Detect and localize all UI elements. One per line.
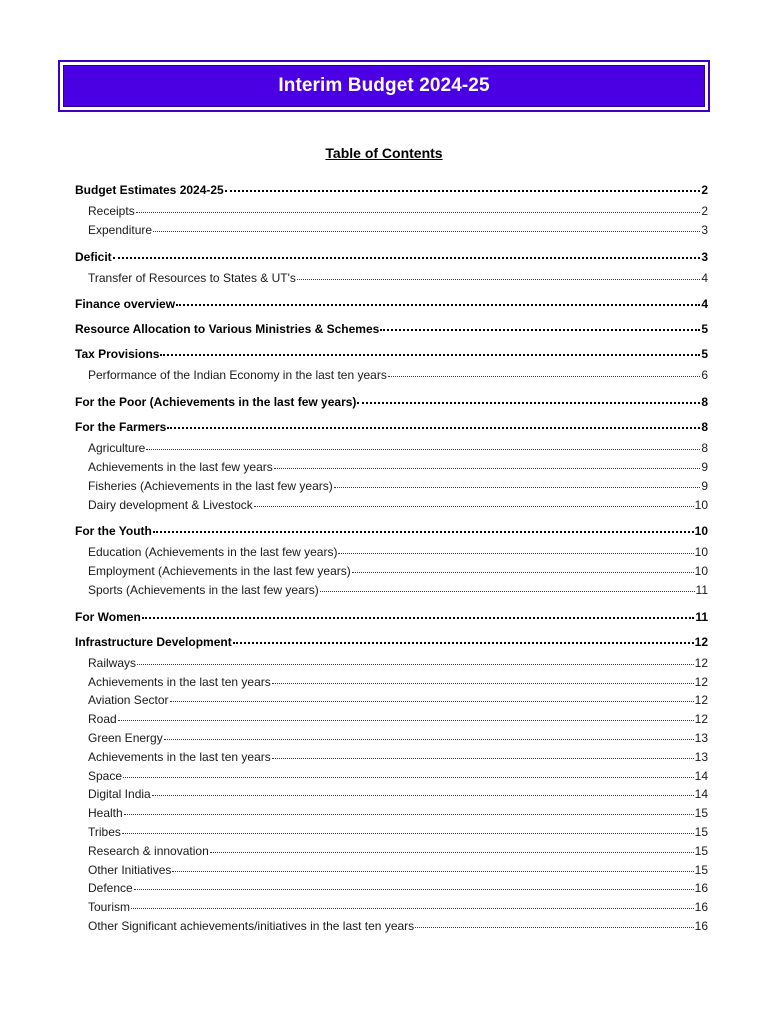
toc-dot-leader bbox=[352, 571, 694, 573]
toc-page-number: 13 bbox=[694, 730, 708, 745]
toc-subsection-entry[interactable] bbox=[75, 825, 708, 844]
toc-subsection-entry[interactable] bbox=[75, 881, 708, 900]
toc-entry-label: Other Initiatives bbox=[88, 862, 172, 877]
toc-page-number: 2 bbox=[701, 183, 708, 197]
toc-entry-label: Railways bbox=[88, 655, 137, 670]
toc-entry-label: Expenditure bbox=[88, 222, 153, 237]
toc-subsection-entry[interactable] bbox=[75, 712, 708, 731]
toc-dot-leader bbox=[153, 230, 700, 232]
toc-subsection-entry[interactable] bbox=[75, 498, 708, 517]
toc-subsection-entry[interactable] bbox=[75, 479, 708, 498]
toc-entry-label: Finance overview bbox=[75, 297, 176, 312]
toc-entry-label: Road bbox=[88, 712, 117, 727]
toc-dot-leader bbox=[153, 530, 694, 533]
toc-page-number: 10 bbox=[694, 524, 708, 539]
toc-subsection-entry[interactable] bbox=[75, 787, 708, 806]
toc-page-number: 4 bbox=[701, 297, 708, 312]
toc-dot-leader bbox=[388, 375, 700, 377]
toc-section-entry[interactable] bbox=[75, 347, 708, 364]
toc-dot-leader bbox=[274, 467, 701, 469]
toc-page-number: 13 bbox=[694, 749, 708, 764]
toc-entry-label: Budget Estimates 2024-25 bbox=[75, 183, 224, 197]
toc-subsection-entry[interactable] bbox=[75, 675, 708, 694]
toc-entry-label: Digital India bbox=[88, 787, 151, 802]
toc-page-number: 9 bbox=[701, 459, 708, 474]
toc-dot-leader bbox=[334, 486, 701, 488]
toc-subsection-entry[interactable] bbox=[75, 441, 708, 460]
toc-subsection-entry[interactable] bbox=[75, 693, 708, 712]
toc-dot-leader bbox=[172, 870, 693, 872]
toc-section-entry[interactable] bbox=[75, 322, 708, 339]
toc-entry-label: Tax Provisions bbox=[75, 347, 160, 362]
toc-page-number: 14 bbox=[694, 787, 708, 802]
toc-dot-leader bbox=[254, 505, 694, 507]
toc-section-entry[interactable] bbox=[75, 297, 708, 314]
toc-page-number: 3 bbox=[701, 249, 708, 264]
toc-dot-leader bbox=[136, 211, 701, 213]
toc-dot-leader bbox=[338, 552, 693, 554]
toc-page-number: 15 bbox=[694, 843, 708, 858]
toc-entry-label: Achievements in the last ten years bbox=[88, 749, 271, 764]
toc-entry-label: Defence bbox=[88, 881, 133, 896]
toc-entry-label: Space bbox=[88, 768, 123, 783]
toc-dot-leader bbox=[320, 590, 695, 592]
toc-subsection-entry[interactable] bbox=[75, 583, 708, 602]
toc-page-number: 5 bbox=[701, 322, 708, 337]
toc-subsection-entry[interactable] bbox=[75, 271, 708, 290]
toc-page-number: 11 bbox=[695, 582, 708, 597]
toc-entry-label: For the Farmers bbox=[75, 420, 167, 435]
toc-section-entry[interactable] bbox=[75, 610, 708, 627]
toc-dot-leader bbox=[134, 888, 694, 890]
toc-page-number: 12 bbox=[694, 674, 708, 689]
toc-dot-leader bbox=[415, 926, 693, 928]
toc-dot-leader bbox=[124, 813, 694, 815]
toc-subsection-entry[interactable] bbox=[75, 545, 708, 564]
toc-entry-label: Receipts bbox=[88, 204, 135, 218]
toc-dot-leader bbox=[210, 851, 694, 853]
toc-dot-leader bbox=[167, 426, 700, 429]
toc-page-number: 12 bbox=[694, 712, 708, 727]
toc-dot-leader bbox=[137, 663, 694, 665]
toc-page-number: 5 bbox=[701, 347, 708, 362]
toc-dot-leader bbox=[123, 776, 694, 778]
toc-dot-leader bbox=[146, 448, 700, 450]
toc-section-entry[interactable] bbox=[75, 524, 708, 541]
toc-page-number: 16 bbox=[694, 918, 708, 933]
toc-subsection-entry[interactable] bbox=[75, 564, 708, 583]
toc-entry-label: Achievements in the last ten years bbox=[88, 674, 271, 689]
toc-section-entry[interactable] bbox=[75, 183, 708, 200]
toc-dot-leader bbox=[170, 700, 694, 702]
toc-dot-leader bbox=[118, 719, 694, 721]
toc-entry-label: Transfer of Resources to States & UT's bbox=[88, 270, 296, 285]
toc-entry-label: Tourism bbox=[88, 900, 131, 915]
toc-page-number: 12 bbox=[694, 693, 708, 708]
toc-dot-leader bbox=[160, 353, 700, 356]
toc-entry-label: For the Poor (Achievements in the last few years) bbox=[75, 395, 357, 410]
toc-entry-label: Dairy development & Livestock bbox=[88, 497, 253, 512]
toc-subsection-entry[interactable] bbox=[75, 900, 708, 919]
toc-page-number: 15 bbox=[694, 824, 708, 839]
toc-section-entry[interactable] bbox=[75, 395, 708, 412]
toc-entry-label: Sports (Achievements in the last few years) bbox=[88, 582, 319, 597]
toc-entry-label: Infrastructure Development bbox=[75, 634, 232, 649]
toc-dot-leader bbox=[164, 738, 694, 740]
toc-entry-label: Tribes bbox=[88, 824, 121, 839]
toc-subsection-entry[interactable] bbox=[75, 844, 708, 863]
toc-entry-label: Other Significant achievements/initiatives in the last ten years bbox=[88, 918, 415, 933]
toc-entry-label: Performance of the Indian Economy in the last ten years bbox=[88, 368, 387, 383]
toc-entry-label: Resource Allocation to Various Ministries & Schemes bbox=[75, 322, 380, 337]
toc-subsection-entry[interactable] bbox=[75, 863, 708, 882]
title-banner bbox=[58, 60, 710, 112]
toc-heading: Table of Contents bbox=[325, 145, 443, 161]
toc-page-number: 12 bbox=[694, 634, 708, 649]
toc-page-number: 10 bbox=[694, 497, 708, 512]
toc-entry-label: Aviation Sector bbox=[88, 693, 169, 708]
toc-subsection-entry[interactable] bbox=[75, 731, 708, 750]
toc-subsection-entry[interactable] bbox=[75, 656, 708, 675]
toc-dot-leader bbox=[225, 189, 701, 192]
toc-entry-label: Green Energy bbox=[88, 730, 163, 745]
toc-page-number: 16 bbox=[694, 900, 708, 915]
toc-page-number: 9 bbox=[701, 478, 708, 493]
document-title: Interim Budget 2024-25 bbox=[278, 75, 490, 96]
toc-dot-leader bbox=[297, 278, 700, 280]
title-banner-fill bbox=[63, 65, 705, 107]
toc-page-number: 4 bbox=[701, 270, 708, 285]
toc-section-entry[interactable] bbox=[75, 420, 708, 437]
toc-dot-leader bbox=[142, 616, 695, 619]
toc-subsection-entry[interactable] bbox=[75, 223, 708, 242]
toc-dot-leader bbox=[131, 907, 694, 909]
toc-entry-label: Agriculture bbox=[88, 441, 146, 456]
toc-dot-leader bbox=[357, 401, 700, 404]
toc-entry-label: For Women bbox=[75, 609, 141, 624]
toc-entry-label: Research & innovation bbox=[88, 843, 209, 858]
toc-page-number: 15 bbox=[694, 806, 708, 821]
toc-dot-leader bbox=[272, 757, 694, 759]
toc-page-number: 12 bbox=[694, 655, 708, 670]
toc-section-entry[interactable] bbox=[75, 250, 708, 267]
toc-subsection-entry[interactable] bbox=[75, 919, 708, 938]
toc-entry-label: Health bbox=[88, 806, 123, 821]
toc-entry-label: Employment (Achievements in the last few years) bbox=[88, 564, 351, 579]
toc-page-number: 15 bbox=[694, 862, 708, 877]
toc-entry-label: For the Youth bbox=[75, 524, 152, 539]
toc-entry-label: Education (Achievements in the last few years) bbox=[88, 545, 338, 560]
toc-dot-leader bbox=[152, 794, 694, 796]
toc-dot-leader bbox=[176, 303, 700, 306]
toc-dot-leader bbox=[122, 832, 694, 834]
toc-entry-label: Deficit bbox=[75, 249, 112, 264]
toc-page-number: 8 bbox=[701, 395, 708, 410]
toc-entry-label: Fisheries (Achievements in the last few years) bbox=[88, 478, 333, 493]
table-of-contents bbox=[75, 183, 708, 938]
toc-page-number: 14 bbox=[694, 768, 708, 783]
toc-page-number: 16 bbox=[694, 881, 708, 896]
toc-page-number: 2 bbox=[701, 204, 708, 218]
toc-dot-leader bbox=[272, 682, 694, 684]
toc-dot-leader bbox=[113, 256, 701, 259]
toc-page-number: 10 bbox=[694, 564, 708, 579]
toc-subsection-entry[interactable] bbox=[75, 769, 708, 788]
toc-page-number: 8 bbox=[701, 441, 708, 456]
toc-subsection-entry[interactable] bbox=[75, 806, 708, 825]
toc-dot-leader bbox=[233, 641, 694, 644]
toc-subsection-entry[interactable] bbox=[75, 460, 708, 479]
toc-dot-leader bbox=[380, 328, 700, 331]
toc-subsection-entry[interactable] bbox=[75, 368, 708, 387]
toc-page-number: 8 bbox=[701, 420, 708, 435]
toc-page-number: 11 bbox=[695, 609, 708, 624]
toc-page-number: 6 bbox=[701, 368, 708, 383]
toc-entry-label: Achievements in the last few years bbox=[88, 459, 273, 474]
toc-page-number: 3 bbox=[701, 222, 708, 237]
toc-subsection-entry[interactable] bbox=[75, 750, 708, 769]
toc-page-number: 10 bbox=[694, 545, 708, 560]
toc-subsection-entry[interactable] bbox=[75, 204, 708, 223]
toc-section-entry[interactable] bbox=[75, 635, 708, 652]
